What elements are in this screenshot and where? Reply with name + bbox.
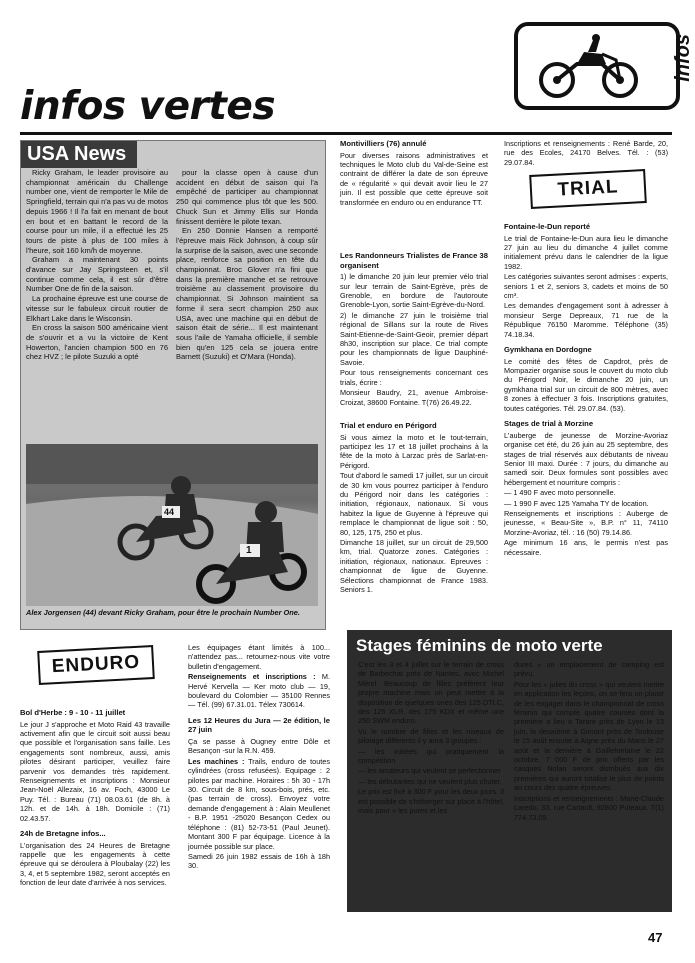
usa-paragraph: En cross la saison 500 américaine vient de s'ouvrir et a vu la victoire de Kent Howerton, l'ancien champion 500 en 76 chez HVZ ; le pilote Suzuki a opté <box>26 323 168 362</box>
usa-paragraph: Graham a maintenant 30 points d'avance sur Jay Springsteen et, s'il continue comme cela, il est sûr d'être Number One de fin de la saison. <box>26 255 168 294</box>
paragraph: L'organisation des 24 Heures de Bretagne rappelle que les engagements à cette épreuve qui se déroulera à Ploubalay (22) les 3, 4, et 5 septembre 1982, seront acceptés en fonction de leur date d'arrivée à nos services. <box>20 840 170 888</box>
paragraph: Pour diverses raisons administratives et techniques le Moto club du Val-de-Seine est contraint de différer la date de son épreuve de « régularité » qui devait avoir lieu le 27 juin. Il est possible que cette épreuve soit transformée en enduro ou en endurance TT. <box>340 150 488 207</box>
trial-label: TRIAL <box>529 169 647 209</box>
paragraph: Le comité des fêtes de Capdrot, près de Mompazier organise sous le couvert du moto club du Périgord Noir, le dimanche 20 juin, un gymkhana trial sur un circuit de 800 mètres, avec 8 zones à effectuer 3 fois. Inscriptions gratuites, toutes catégories. Tél. 29.07.84. (53). <box>504 356 668 413</box>
paragraph: 2) le dimanche 27 juin le troisième trial régional de Sillans sur la route de Rives Saint-Etienne-de-Saint-Geoir, premier départ 8h30, inscription sur place. Ce trial compte pour les championnats de ligue Dauphiné-Savoie. <box>340 310 488 367</box>
usa-paragraph: La prochaine épreuve est une course de vitesse sur le fabuleux circuit routier de Elkhart Lake dans le Wisconsin. <box>26 294 168 323</box>
paragraph: Les catégories suivantes seront admises : experts, seniors 1 et 2, seniors 3, cadets et moins de 50 cm³. <box>504 272 668 301</box>
paragraph <box>188 757 330 851</box>
paragraph: 1) le dimanche 20 juin leur premier vélo trial sur leur terrain de Saint-Egrève, près de Grenoble, en bordure de l'autoroute Grenoble-Lyon, sortie Saint-Egrève-du-Nord. <box>340 272 488 310</box>
paragraph: Si vous aimez la moto et le tout-terrain, participez les 17 et 18 juillet prochains à la fête de la moto à Larzac près de Sarlat-en-Périgord. <box>340 432 488 470</box>
riders-illustration <box>26 444 318 606</box>
usa-paragraph: pour la classe open à cause d'un accident en début de saison qui l'a empêché de participer au championnat 250 qui commence plus tôt que les 500. Chuck Sun et Jimmy Ellis sur Honda finissent derrière le pilote texan. <box>176 168 318 226</box>
section-title-randonneurs: Les Randonneurs Trialistes de France 38 organisent <box>340 251 488 270</box>
race-photo <box>26 444 318 606</box>
title-rule <box>20 132 672 135</box>
women-col1 <box>358 660 504 817</box>
usa-paragraph: En 250 Donnie Hansen a remporté l'épreuve mais Rick Johnson, à coup sûr la surprise de la saison, avec une seconde place, renforce sa position en tête du championnat. Broc Glover n'a fini que dans la première manche et se retrouve troisième au classement provisoire du championnat. Si Johnson maintient sa forme il sera secrt champion 250 aux USA, avec une machine qui en début de saison était de série... Il est maintenant sous l'aile de Yamaha officielle, il semble bien qu'en 125 cela se jouera entre Barnett (Suzuki) et O'Mara (Honda). <box>176 226 318 362</box>
paragraph: Pour tous renseignements concernant ces trials, écrire : <box>340 368 488 387</box>
page-number: 47 <box>648 930 663 945</box>
contact-text: M. Hervé Kervella — Ker moto club — 19, boulevard du Colombier — 35100 Rennes — Tél. (99) 67.31.01. Télex 730614. <box>188 672 331 710</box>
usa-news-title: USA News <box>21 141 137 168</box>
machines-label: Les machines : <box>188 756 245 766</box>
paragraph: Tout d'abord le samedi 17 juillet, sur un circuit de 30 km vous pourrez participer à l'enduro du Périgord noir dans les catégories : initiation, régionaux, nationaux. Si vous habitez la ligue de Guyenne à l'épreuve qui remplace le championnat de ligue soit : 50, 80, 125, 175, 250 et plus. <box>340 471 488 537</box>
women-col2 <box>514 660 664 823</box>
section-title-24h-bretagne: 24h de Bretagne infos... <box>20 829 106 839</box>
jura-column <box>188 643 330 872</box>
enduro-label: ENDURO <box>37 645 155 685</box>
section-title-montivilliers: Montivilliers (76) annulé <box>340 139 427 148</box>
paragraph: Ça se passe à Ougney entre Dôle et Besançon -sur la R.N. 459. <box>188 737 330 756</box>
paragraph: Renseignements et inscriptions : Auberge de jeunesse, « Beau-Site », B.P. n° 11, 74110 Morzine-Avoriaz, tél. : 16 (50) 79.14.86. <box>504 508 668 537</box>
section-title-morzine: Stages de trial à Morzine <box>504 419 594 429</box>
usa-news-col2 <box>176 168 318 362</box>
paragraph: Age minimum 16 ans, le permis n'est pas nécessaire. <box>504 538 668 557</box>
paragraph <box>188 672 330 710</box>
paragraph: Le jour J s'approche et Moto Raid 43 travaille activement afin que le circuit soit aussi beau que possible et l'organisation sans faille. Les engagements sont nombreux, aussi, amis pilotes désirant participer, veuillez faire parvenir vos demandes très rapidement. Renseignements et inscriptions : Monsieur Jean-Noël Allezaix, 16 av. Foch, 43000 Le Puy. Tél. : Bureau (71) 08.03.61 (de 8h. à 12h. et de 14h. à 18h. Domicile : (71) 02.43.57. <box>20 719 170 823</box>
section-title-gymkhana: Gymkhana en Dordogne <box>504 345 592 355</box>
paragraph: — 1 990 F avec 125 Yamaha TY de location. <box>504 498 649 508</box>
paragraph: — 1 490 F avec moto personnelle. <box>504 488 616 498</box>
logo-text: infos <box>672 34 694 82</box>
paragraph: Le prix est fixé à 300 F pour les deux jours. Il est possible de s'héberger sur place à l'hôtel, mais pour « les pures et les <box>358 787 504 816</box>
paragraph: Les demandes d'engagement sont à adresser à monsieur Serge Depreaux, 71 rue de la République 76150 Maromme. Téléphone (35) 74.18.34. <box>504 301 668 339</box>
paragraph: — les initiées qui pratiquement la compétition <box>358 746 504 766</box>
paragraph: Pour les « julies du cross » qui veulent mettre en application les leçons, on se fera un plaisir de les engager dans le championnat de cross féminin qui compte quatre courses dont la première a lieu à Tarare près de Lyon le 13 juin, la deuxième à Gimont près de Toulouse le 15 août ensuite à Aigne près du Mans le 27 août et la dernière à Gaillefontaine le 22 octobre. 7 000 F de prix offerts par les casques Nolan seront distribués aux dix premières qui auront totalisé le plus de points au cours des quatre épreuves. <box>514 679 664 793</box>
photo-caption: Alex Jorgensen (44) devant Ricky Graham, pour être le prochain Number One. <box>26 608 300 617</box>
section-title-bol-dherbe: Bol d'Herbe : 9 - 10 - 11 juillet <box>20 708 126 717</box>
paragraph: Vu le nombre de filles et les niveaux de pilotage différents il y aura 3 groupes : <box>358 726 504 746</box>
infos-logo <box>514 22 694 110</box>
paragraph: Les équipages étant limités à 100... n'attendez pas... retournez-nous vite votre bulletin d'engagement. <box>188 643 330 671</box>
photo-number-1: 1 <box>246 545 252 556</box>
paragraph: — les débutantes qui ne veulent plus chuter. <box>358 776 502 786</box>
paragraph: Le trial de Fontaine-le-Dun aura lieu le dimanche 27 juin au lieu du dimanche 4 juillet comme initialement prévu dans le calendrier de la ligue 1982. <box>504 233 668 271</box>
page-title: infos vertes <box>20 84 276 129</box>
section-title-perigord: Trial et enduro en Périgord <box>340 420 437 430</box>
contact-label: Renseignements et inscriptions : <box>188 672 316 682</box>
paragraph: Monsieur Baudry, 21, avenue Ambroise-Croizat, 38600 Fontaine. T(76) 26.49.22. <box>340 388 488 407</box>
machines-text: Trails, enduro de toutes cylindrées (cross refusées). Equipage : 2 pilotes par machine. Horaires : 5h 30 - 17h 30. Circuit de 8 km, sous-bois, prés, etc. (pas terrain de cross). Envoyez votre demande d'engagement à : Alain Meullenet - B.P. 1951 -25020 Besançon Cedex ou téléphone : (81) 52-73-51 (Paul Jeunet). Montant 300 F par équipage. Licence à la journée possible sur place. <box>188 756 330 851</box>
photo-number-44: 44 <box>164 507 175 517</box>
right-column <box>504 222 668 558</box>
section-title-fontaine: Fontaine-le-Dun reporté <box>504 222 591 231</box>
paragraph: dures » un emplacement de camping est prévu. <box>514 660 664 679</box>
paragraph: Inscriptions et renseignements : Marie-Claude Laredo, 33, rue Cartault, 92800 Puteaux. T(1) 774.73.09. <box>514 793 664 822</box>
right-column-intro: Inscriptions et renseignements : René Barde, 20, rue des Ecoles, 24170 Belves. Tél. : (53) 29.07.84. <box>504 139 668 167</box>
enduro-column <box>20 708 170 889</box>
usa-paragraph: Ricky Graham, le leader provisoire au championnat américain du Challenge number one, vient de remporter le Mile de Springfield, terrain qui n'a pas vu de motos depuis 1966 ! Il l'a fait en menant de bout en bout et en battant le record de la course pour un mile, il a effectué les 25 tours de piste à plus de 100 miles à l'heure, soit 160 km/h de moyenne. <box>26 168 168 255</box>
women-stages-title: Stages féminins de moto verte <box>356 636 603 655</box>
middle-column <box>340 139 488 595</box>
motorcycle-trial-icon <box>522 30 672 102</box>
paragraph: Samedi 26 juin 1982 essais de 16h à 18h 30. <box>188 851 330 871</box>
paragraph: C'est les 3 et 4 juillet sur le terrain de cross de Barbechat près de Nantes, avec Michel Mérel. Beaucoup de filles préfèrent leur propre machine mais on peut mettre à la disposition de quelques unes des 125 DTLC, des 125 XLR, des 175 KDX et même une 250 SWM enduro. <box>358 660 504 726</box>
paragraph: L'auberge de jeunesse de Morzine-Avoriaz organise cet été, du 26 juin au 25 septembre, des stages de trial réservés aux débutants de niveau Senior III maxi. Durée : 7 jours, du dimanche au samedi soir. Deux formules sont possibles avec hébergement et nourriture compris : <box>504 430 668 487</box>
usa-news-col1 <box>26 168 168 362</box>
paragraph: — les amateurs qui veulent se perfectionner <box>358 766 501 776</box>
section-title-12h-jura: Les 12 Heures du Jura — 2e édition, le 27 juin <box>188 715 330 735</box>
paragraph: Dimanche 18 juillet, sur un circuit de 29,500 km, trial. Quatorze zones. Catégories : initiation, régionaux, nationaux. Epreuves : championnat de ligue de Guyenne. Sélections championnat de France 1983. Seniors 1. <box>340 537 488 594</box>
